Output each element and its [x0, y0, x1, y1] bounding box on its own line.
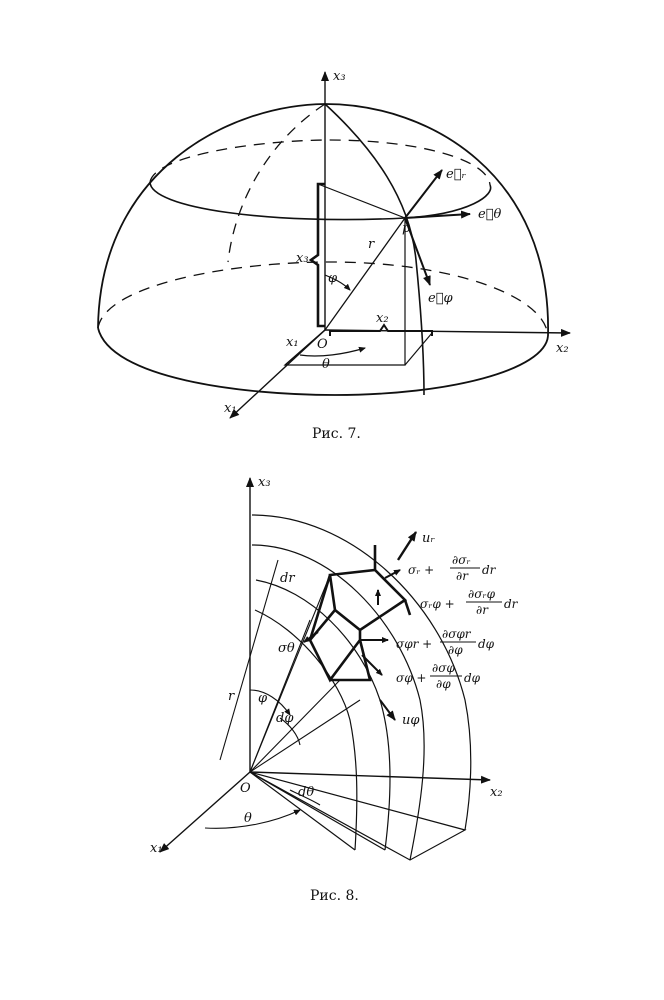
label-point-p: p: [402, 221, 411, 236]
svg-text:∂r: ∂r: [476, 603, 488, 617]
svg-text:σφ +: σφ +: [396, 671, 427, 685]
label-radius-fig8: r: [228, 689, 235, 704]
svg-text:σᵣ +: σᵣ +: [408, 563, 435, 577]
svg-text:dφ: dφ: [478, 637, 495, 651]
formula-sigma-r: [408, 553, 497, 583]
label-phi: φ: [328, 271, 338, 286]
label-axis-x3: x₃: [333, 69, 346, 84]
formula-sigma-rphi: [420, 587, 519, 617]
theta-arc-fig8: [205, 810, 300, 828]
svg-text:∂σᵣ: ∂σᵣ: [452, 553, 471, 567]
svg-text:∂r: ∂r: [456, 569, 468, 583]
axis-x1-fig8: [160, 772, 250, 852]
label-origin-fig8: O: [240, 781, 251, 796]
theta-arc: [300, 348, 365, 356]
svg-text:dr: dr: [504, 597, 518, 611]
axis-x2-fig8: [250, 772, 490, 780]
label-axis-x3-fig8: x₃: [258, 475, 271, 490]
label-coord-x3: x₃: [296, 251, 309, 266]
svg-text:∂φ: ∂φ: [448, 643, 463, 657]
label-vector-er: e⃗ᵣ: [446, 167, 467, 182]
svg-text:dφ: dφ: [464, 671, 481, 685]
figure-7: [98, 69, 570, 442]
projection-box: [285, 184, 405, 365]
label-dphi-fig8: dφ: [276, 711, 294, 726]
svg-text:dr: dr: [482, 563, 496, 577]
label-vector-etheta: e⃗θ: [478, 207, 502, 222]
label-dr-fig8: dr: [280, 571, 295, 586]
svg-text:∂σφ: ∂σφ: [432, 661, 455, 675]
label-phi-fig8: φ: [258, 691, 268, 706]
figure-7-caption: Рис. 7.: [312, 426, 361, 442]
formula-sigma-phir: [396, 627, 495, 657]
projection-edge: [405, 333, 432, 365]
svg-text:σᵣφ +: σᵣφ +: [420, 597, 455, 611]
x2-bracket: [330, 325, 432, 336]
meridian-p: [325, 104, 424, 395]
label-axis-x2-fig8: x₂: [490, 785, 503, 800]
base-wedge: [250, 772, 465, 860]
label-dtheta-fig8: dθ: [298, 785, 315, 800]
base-line-2: [250, 772, 385, 850]
label-axis-x1: x₁: [224, 401, 237, 416]
label-axis-x2: x₂: [556, 341, 569, 356]
label-coord-x1: x₁: [286, 335, 299, 350]
label-theta: θ: [322, 357, 330, 372]
svg-text:∂φ: ∂φ: [436, 677, 451, 691]
x3-bracket: [311, 184, 325, 326]
label-vector-ephi: e⃗φ: [428, 291, 453, 306]
base-line-3: [250, 772, 355, 850]
stress-element: [310, 545, 410, 680]
figure-8: [150, 475, 519, 904]
label-origin: O: [317, 337, 328, 352]
arrow-u-r: [398, 532, 416, 560]
label-radius: r: [368, 237, 375, 252]
svg-text:∂σᵣφ: ∂σᵣφ: [468, 587, 495, 601]
radial-line-4: [250, 700, 360, 772]
label-axis-x1-fig8: x₁: [150, 841, 163, 856]
label-coord-x2: x₂: [376, 311, 389, 326]
figure-8-caption: Рис. 8.: [310, 888, 359, 904]
meridian-back: [228, 104, 325, 262]
latitude-front: [150, 182, 491, 220]
label-u-phi: uφ: [402, 713, 420, 728]
svg-text:∂σφr: ∂σφr: [442, 627, 471, 641]
label-theta-fig8: θ: [244, 811, 252, 826]
vector-er: [405, 170, 442, 218]
r-dim-line: [220, 560, 278, 760]
svg-text:σφr +: σφr +: [396, 637, 433, 651]
label-sigma-theta: σθ: [278, 641, 295, 656]
label-u-r: uᵣ: [422, 531, 435, 546]
latitude-back: [150, 140, 490, 185]
